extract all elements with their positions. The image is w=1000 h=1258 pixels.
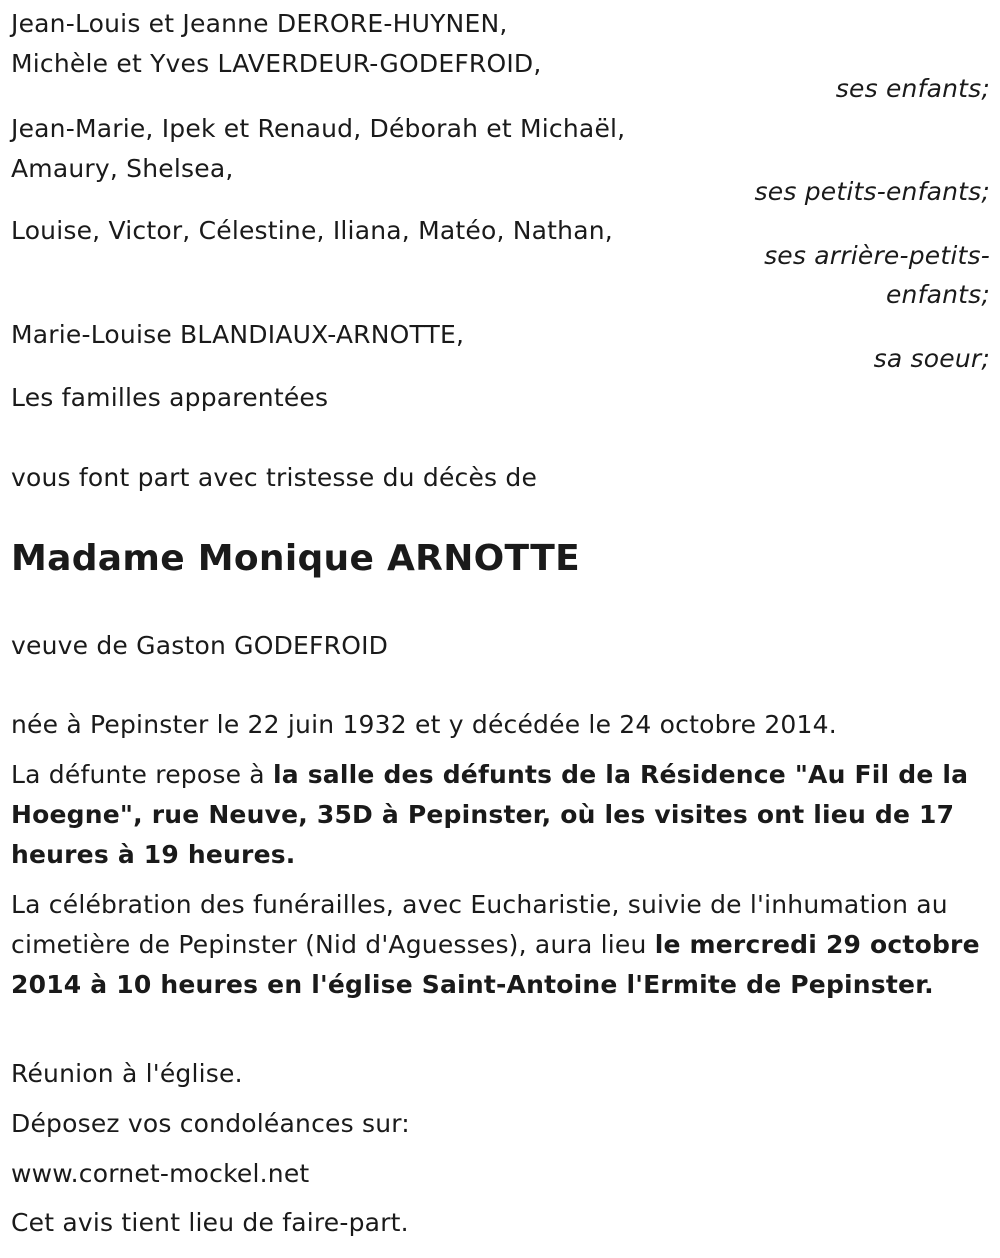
funeral-paragraph <box>11 885 991 1005</box>
sister-role: sa soeur; <box>873 344 990 373</box>
children-role: ses enfants; <box>835 74 990 103</box>
deceased-name: Madame Monique ARNOTTE <box>11 538 580 579</box>
children-line-2: Michèle et Yves LAVERDEUR-GODEFROID, <box>11 49 542 78</box>
repose-intro: La défunte repose à <box>11 760 273 789</box>
grandchildren-line-2: Amaury, Shelsea, <box>11 154 234 183</box>
birth-death-line: née à Pepinster le 22 juin 1932 et y décédée le 24 octobre 2014. <box>11 710 837 739</box>
great-grandchildren-role-2: enfants; <box>885 280 990 309</box>
grandchildren-role: ses petits-enfants; <box>754 177 990 206</box>
relatives-line: Les familles apparentées <box>11 383 329 412</box>
sister-line: Marie-Louise BLANDIAUX-ARNOTTE, <box>11 320 465 349</box>
funeral-details: le mercredi 29 octobre 2014 à 10 heures en l'église Saint-Antoine l'Ermite de Pepinster. <box>11 930 980 999</box>
great-grandchildren-role-1: ses arrière-petits- <box>764 241 990 270</box>
meeting-line: Réunion à l'église. <box>11 1059 243 1088</box>
grandchildren-line-1: Jean-Marie, Ipek et Renaud, Déborah et Michaël, <box>11 114 626 143</box>
widow-of-line: veuve de Gaston GODEFROID <box>11 631 389 660</box>
funeral-intro: La célébration des funérailles, avec Eucharistie, suivie de l'inhumation au cimetière de Pepinster (Nid d'Aguesses), aura lieu <box>11 890 948 959</box>
repose-paragraph <box>11 755 991 875</box>
condolences-line: Déposez vos condoléances sur: <box>11 1109 410 1138</box>
repose-location: la salle des défunts de la Résidence "Au Fil de la Hoegne", rue Neuve, 35D à Pepinster, où les visites ont lieu de 17 heures à 19 heures. <box>11 760 969 869</box>
website-link[interactable]: www.cornet-mockel.net <box>11 1159 310 1188</box>
great-grandchildren-line: Louise, Victor, Célestine, Iliana, Matéo, Nathan, <box>11 216 613 245</box>
notice-line: Cet avis tient lieu de faire-part. <box>11 1208 409 1237</box>
announcement-line: vous font part avec tristesse du décès de <box>11 463 538 492</box>
children-line-1: Jean-Louis et Jeanne DERORE-HUYNEN, <box>11 9 508 38</box>
